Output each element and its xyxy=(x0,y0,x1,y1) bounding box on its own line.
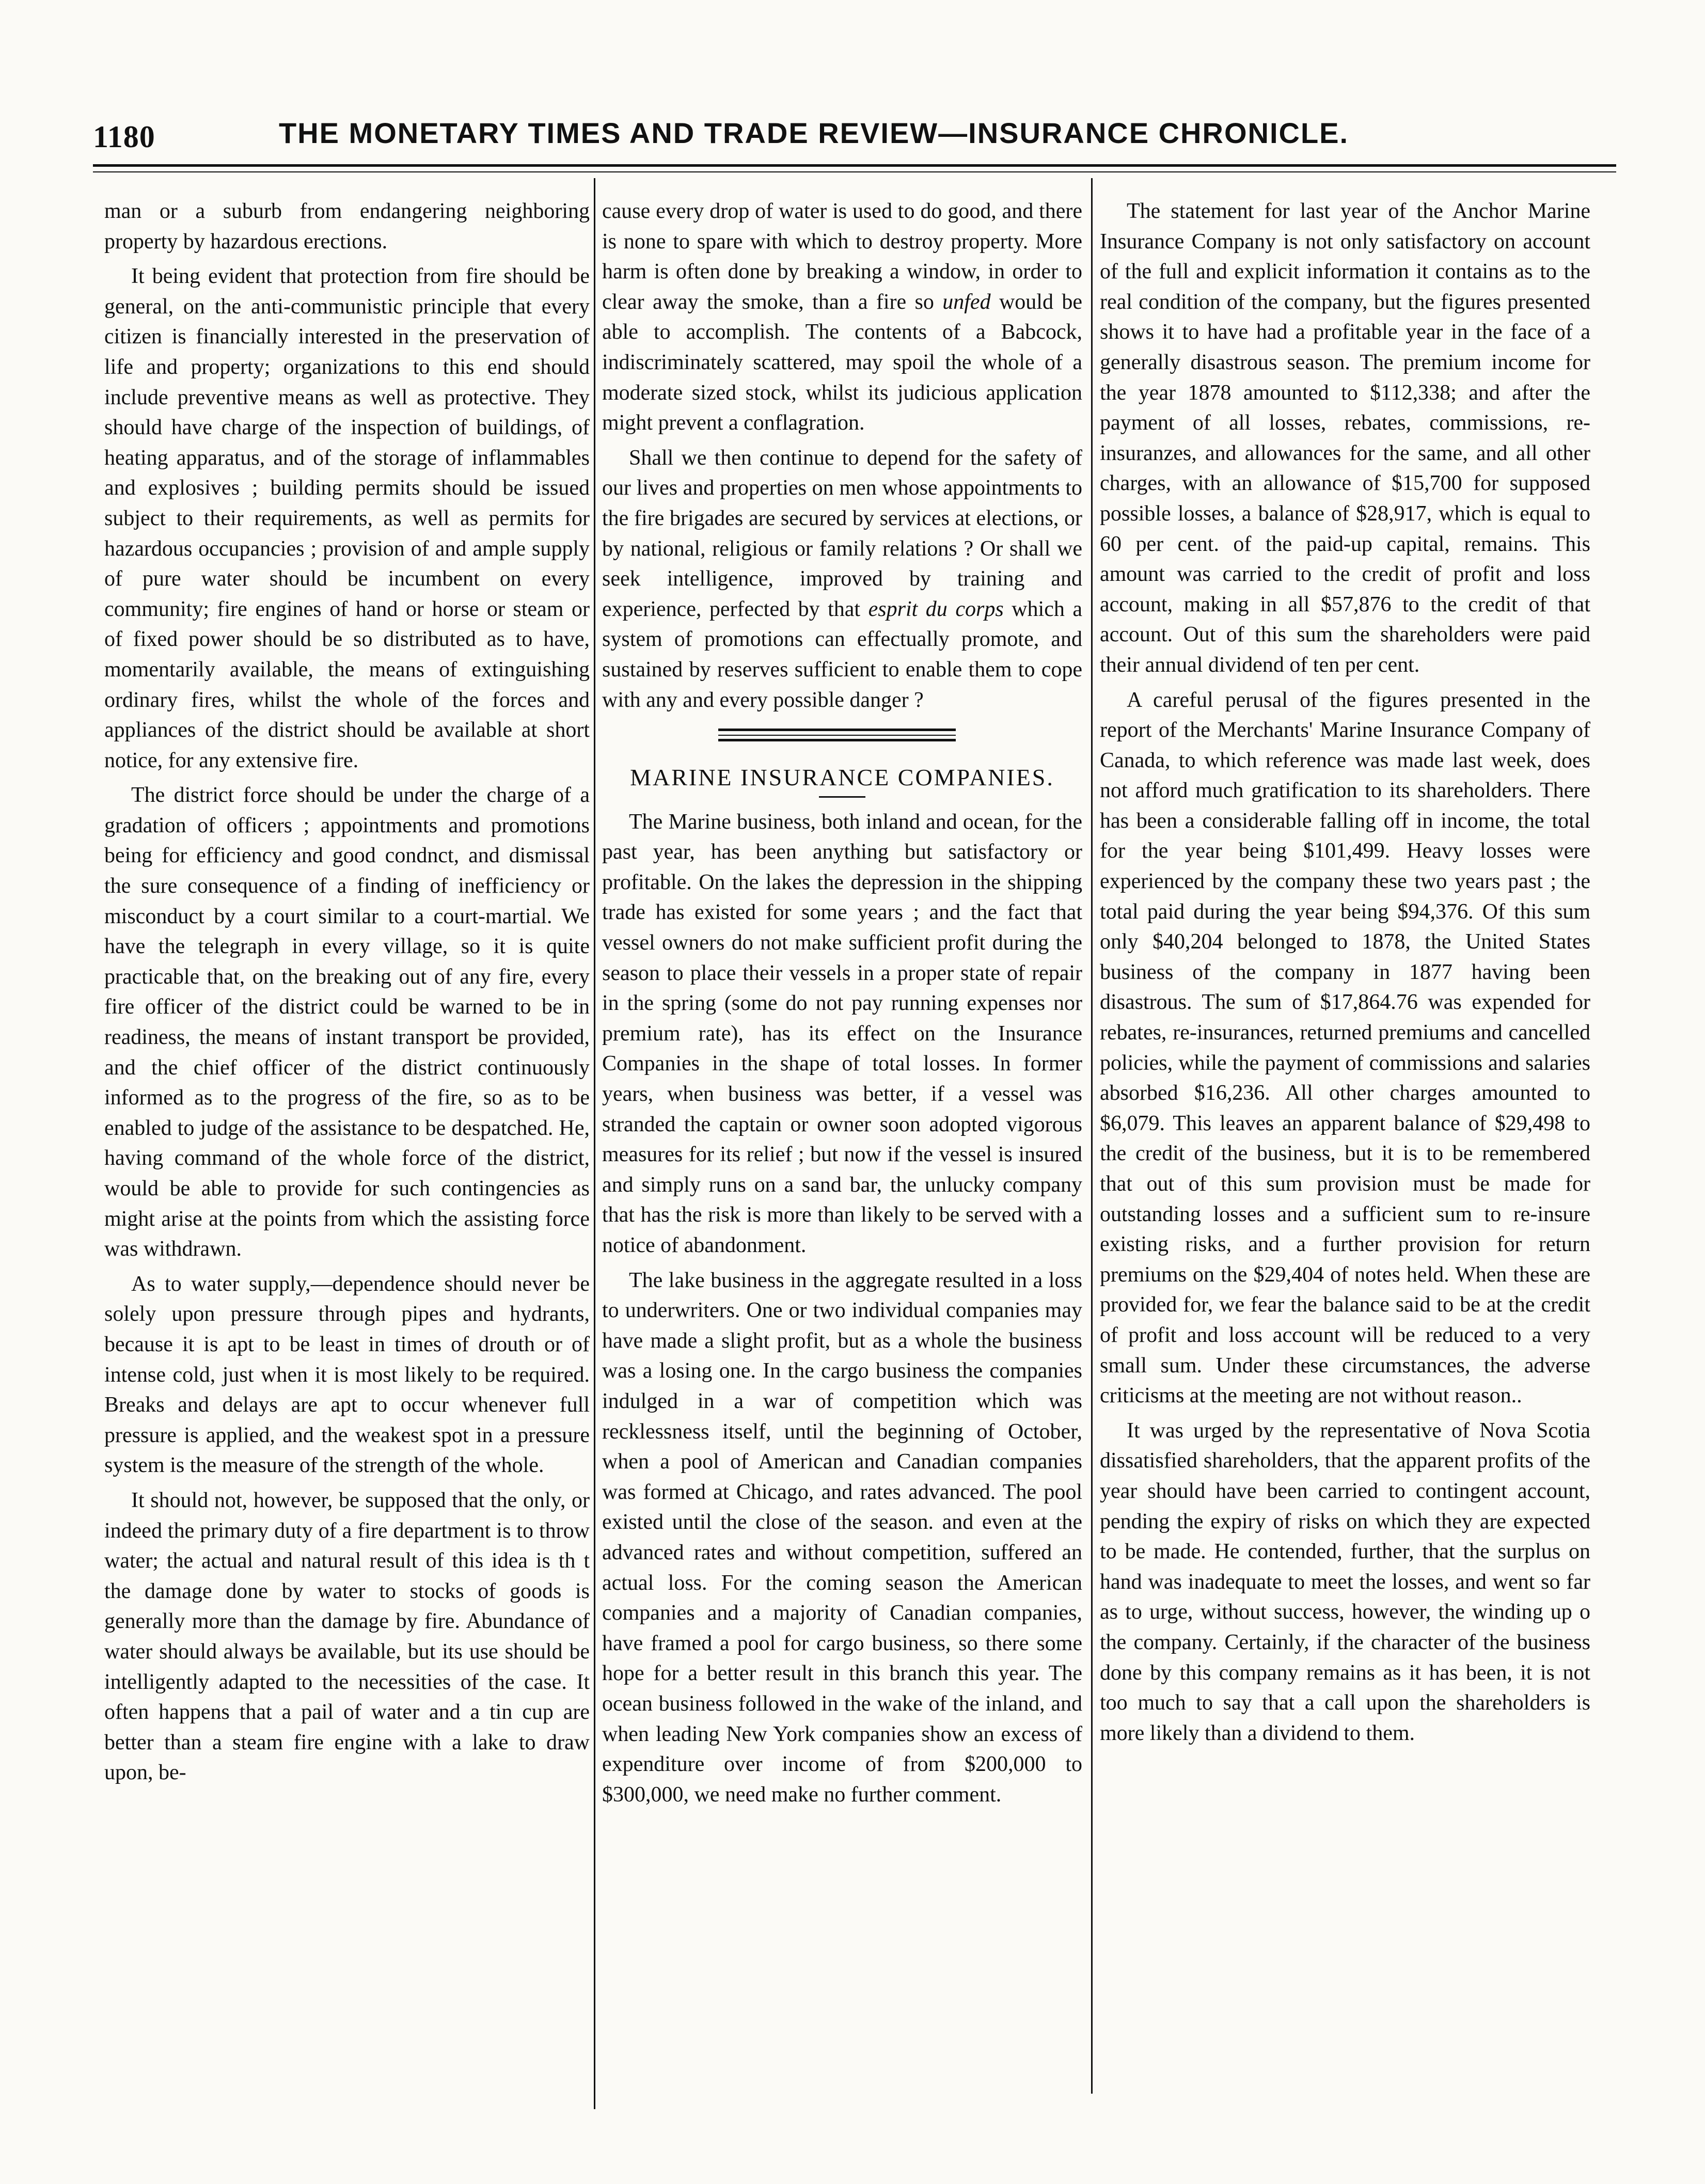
right-column xyxy=(1100,196,1590,1753)
article-paragraph: As to water supply,—dependence should never be solely upon pressure through pipes and hydrants, because it is apt to be least in times of drouth or of intense cold, just when it is most likely to be required. Breaks and delays are apt to occur whenever full pressure is applied, and the weakest spot in a pressure system is the measure of the strength of the whole. xyxy=(104,1272,590,1478)
article-paragraph: man or a suburb from endangering neighboring property by hazardous erections. xyxy=(104,199,590,254)
article-paragraph: cause every drop of water is used to do good, and there is none to spare with which to destroy property. More harm is often done by breaking a window, in order to clear away the smoke, than a fire so unfed would be able to accomplish. The contents of a Babcock, indiscriminately scattered, may spoil the whole of a moderate sized stock, whilst its judicious application might prevent a conflagration. xyxy=(602,199,1082,435)
column-divider-left xyxy=(594,178,595,2109)
article-paragraph: A careful perusal of the figures presented in the report of the Merchants' Marine Insurance Company of Canada, to which reference was made last week, does not afford much gratification to its shareholders. There has been a considerable falling off in income, the total for the year being $101,499. Heavy losses were experienced by the company these two years past ; the total paid during the year being $94,376. Of this sum only $40,204 belonged to 1878, the United States business of the company in 1877 having been disastrous. The sum of $17,864.76 was expended for rebates, re-insurances, returned premiums and cancelled policies, while the payment of commissions and salaries absorbed $16,236. All other charges amounted to $6,079. This leaves an apparent balance of $29,498 to the credit of the business, but it is to be remembered that out of this sum provision must be made for outstanding losses and a sufficient sum to re-insure existing risks, and a further provision for return premiums on the $29,404 of notes held. When these are provided for, we fear the balance said to be at the credit of profit and loss account will be reduced to a very small sum. Under these circumstances, the adverse criticisms at the meeting are not without reason.. xyxy=(1100,688,1590,1408)
header-rule-bottom xyxy=(93,171,1616,172)
article-paragraph: It should not, however, be supposed that the only, or indeed the primary duty of a fire department is to throw water; the actual and natural result of this idea is th t the damage done by water to stocks of goods is generally more than the damage by fire. Abundance of water should always be available, but its use should be intelligently adapted to the necessities of the case. It often happens that a pail of water and a tin cup are better than a steam fire engine with a lake to draw upon, be- xyxy=(104,1488,590,1785)
left-column xyxy=(104,196,590,1793)
article-paragraph: It was urged by the representative of Nova Scotia dissatisfied shareholders, that the apparent profits of the year should have been carried to contingent account, pending the expiry of risks on which they are expected to be made. He contended, further, that the surplus on hand was inadequate to meet the losses, and went so far as to urge, without success, however, the winding up o the company. Certainly, if the character of the business done by this company remains as it has been, it is not too much to say that a call upon the shareholders is more likely than a dividend to them. xyxy=(1100,1418,1590,1745)
article-paragraph: Shall we then continue to depend for the safety of our lives and properties on men whose appointments to the fire brigades are secured by services at elections, or by national, religious or family relations ? Or shall we seek intelligence, improved by training and experience, perfected by that esprit du corps which a system of promotions can effectually promote, and sustained by reserves sufficient to enable them to cope with any and every possible danger ? xyxy=(602,446,1082,712)
section-divider xyxy=(602,724,1082,755)
masthead-title: THE MONETARY TIMES AND TRADE REVIEW—INSURANCE CHRONICLE. xyxy=(279,117,1349,149)
italic-word: unfed xyxy=(942,290,991,314)
middle-column xyxy=(602,196,1082,1814)
article-paragraph: The lake business in the aggregate resulted in a loss to underwriters. One or two individual companies may have made a slight profit, but as a whole the business was a losing one. In the cargo business the companies indulged in a war of competition which was recklessness itself, until the beginning of October, when a pool of American and Canadian companies was formed at Chicago, and rates advanced. The pool existed until the close of the season. and even at the advanced rates and without competition, suffered an actual loss. For the coming season the American companies and a majority of Canadian companies, have framed a pool for cargo business, so there some hope for a better result in this branch this year. The ocean business followed in the wake of the inland, and when leading New York companies show an excess of expenditure over income of from $200,000 to $300,000, we need make no further comment. xyxy=(602,1268,1082,1807)
column-divider-right xyxy=(1091,178,1093,2094)
italic-phrase: esprit du corps xyxy=(868,597,1004,621)
section-title: MARINE INSURANCE COMPANIES. xyxy=(630,764,1054,791)
article-paragraph: The statement for last year of the Anchor Marine Insurance Company is not only satisfactory on account of the full and explicit information it contains as to the real condition of the company, but the figures presented shows it to have had a profitable year in the face of a generally disastrous season. The premium income for the year 1878 amounted to $112,338; and after the payment of all losses, rebates, commissions, re-insuranzes, and allowances for the same, and all other charges, with an allowance of $15,700 for supposed possible losses, a balance of $28,917, which is equal to 60 per cent. of the paid-up capital, remains. This amount was carried to the credit of profit and loss account, making in all $57,876 to the credit of that account. Out of this sum the shareholders were paid their annual dividend of ten per cent. xyxy=(1100,199,1590,677)
article-paragraph: It being evident that protection from fire should be general, on the anti-communistic principle that every citizen is financially interested in the preservation of life and property; organizations to this end should include preventive means as well as protective. They should have charge of the inspection of buildings, of heating apparatus, and of the storage of inflammables and explosives ; building permits should be issued subject to their requirements, as well as permits for hazardous occupancies ; provision of and ample supply of pure water should be incumbent on every community; fire engines of hand or horse or steam or of fixed power should be so distributed as to have, momentarily available, the means of extinguishing ordinary fires, whilst the whole of the forces and appliances of the district should be available at short notice, for any extensive fire. xyxy=(104,264,590,772)
page-number: 1180 xyxy=(93,120,155,154)
article-paragraph: The district force should be under the charge of a gradation of officers ; appointments and promotions being for efficiency and good condnct, and dismissal the sure consequence of a finding of inefficiency or misconduct by a court similar to a court-martial. We have the telegraph in every village, so it is quite practicable that, on the breaking out of any fire, every fire officer of the district could be warned to be in readiness, the means of instant transport be provided, and the chief officer of the district continuously informed as to the progress of the fire, so as to be enabled to judge of the assistance to be despatched. He, having command of the whole force of the district, would be able to provide for such contingencies as might arise at the points from which the assisting force was withdrawn. xyxy=(104,783,590,1261)
article-paragraph: The Marine business, both inland and ocean, for the past year, has been anything but satisfactory or profitable. On the lakes the depression in the shipping trade has existed for some years ; and the fact that vessel owners do not make sufficient profit during the season to place their vessels in a proper state of repair in the spring (some do not pay running expenses nor premium rate), has its effect on the Insurance Companies in the shape of total losses. In former years, when business was better, if a vessel was stranded the captain or owner soon adopted vigorous measures for its relief ; but now if the vessel is insured and simply runs on a sand bar, the unlucky company that has the risk is more than likely to be served with a notice of abandonment. xyxy=(602,810,1082,1257)
page-header xyxy=(93,116,1616,157)
title-underline xyxy=(819,796,865,798)
header-rule-top xyxy=(93,164,1616,167)
